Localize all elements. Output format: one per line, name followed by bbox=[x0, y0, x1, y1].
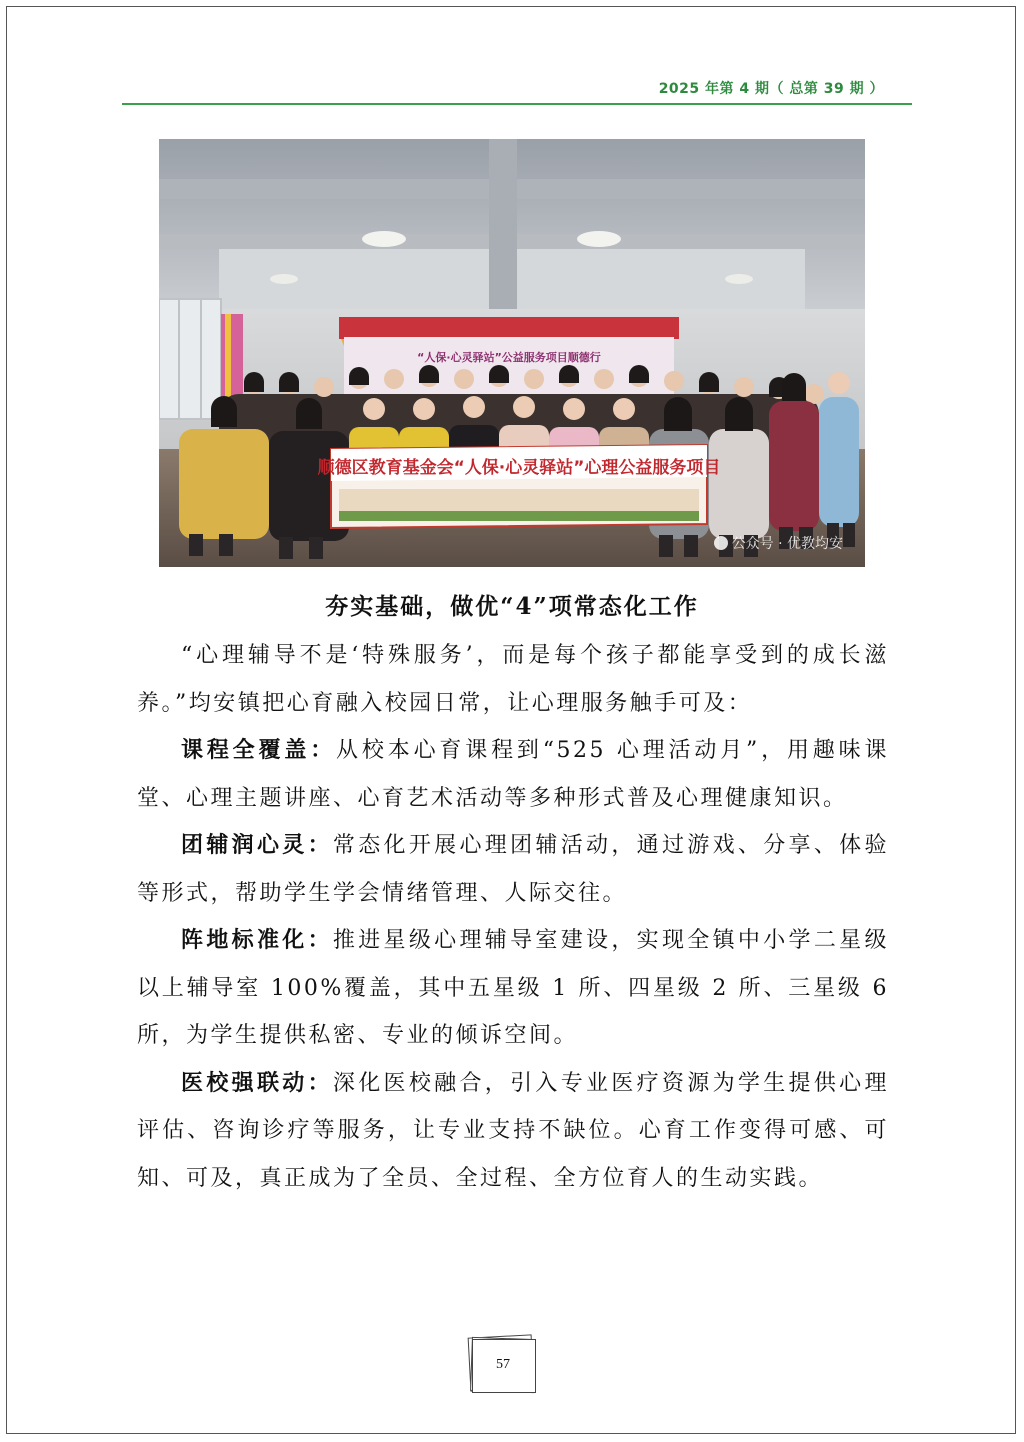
paragraph-lead: 阵地标准化： bbox=[181, 927, 333, 953]
paragraph-text: 常态化开展心理团辅活动，通过游戏、分享、体验等形式，帮助学生学会情绪管理、人际交往。 bbox=[137, 833, 889, 906]
banner-title: 顺德区教育基金会“人保·心灵驿站”心理公益服务项目 bbox=[317, 458, 721, 478]
paragraph-intro bbox=[137, 632, 889, 727]
paragraph-text: 深化医校融合，引入专业医疗资源为学生提供心理评估、咨询诊疗等服务，让专业支持不缺位。心育工作变得可感、可知、可及，真正成为了全员、全过程、全方位育人的生动实践。 bbox=[137, 1070, 889, 1191]
paragraph-text: 推进星级心理辅导室建设，实现全镇中小学二星级以上辅导室 100%覆盖，其中五星级 1 所、四星级 2 所、三星级 6 所，为学生提供私密、专业的倾诉空间。 bbox=[137, 928, 889, 1048]
paragraph-curriculum bbox=[137, 727, 889, 822]
watermark-text: 公众号 · 优教均安 bbox=[731, 536, 843, 552]
photo-watermark bbox=[714, 533, 843, 553]
page-number-box bbox=[469, 1336, 535, 1392]
paragraph-group-counseling bbox=[137, 822, 889, 917]
group-photo bbox=[159, 139, 865, 567]
wechat-icon bbox=[714, 536, 728, 550]
paragraph-medical-school bbox=[137, 1060, 889, 1203]
issue-label: 2025 年第 4 期（ 总第 39 期 ） bbox=[658, 81, 884, 97]
paragraph-lead: 课程全覆盖： bbox=[181, 737, 337, 763]
paragraph-standardization bbox=[137, 917, 889, 1060]
page-number: 57 bbox=[496, 1357, 510, 1372]
paragraph-text: 从校本心育课程到“525 心理活动月”，用趣味课堂、心理主题讲座、心育艺术活动等多种形式普及心理健康知识。 bbox=[137, 738, 889, 811]
screen-title: “人保·心灵驿站”公益服务项目顺德行 bbox=[417, 351, 601, 364]
header-rule bbox=[122, 103, 912, 105]
article-body bbox=[137, 632, 889, 1202]
paragraph-lead: 医校强联动： bbox=[181, 1069, 333, 1096]
section-heading: 夯实基础，做优“4”项常态化工作 bbox=[325, 593, 699, 620]
paragraph-lead: 团辅润心灵： bbox=[181, 832, 333, 858]
paragraph-text: “心理辅导不是‘特殊服务’，而是每个孩子都能享受到的成长滋养。”均安镇把心育融入校园日常，让心理服务触手可及： bbox=[137, 643, 889, 716]
